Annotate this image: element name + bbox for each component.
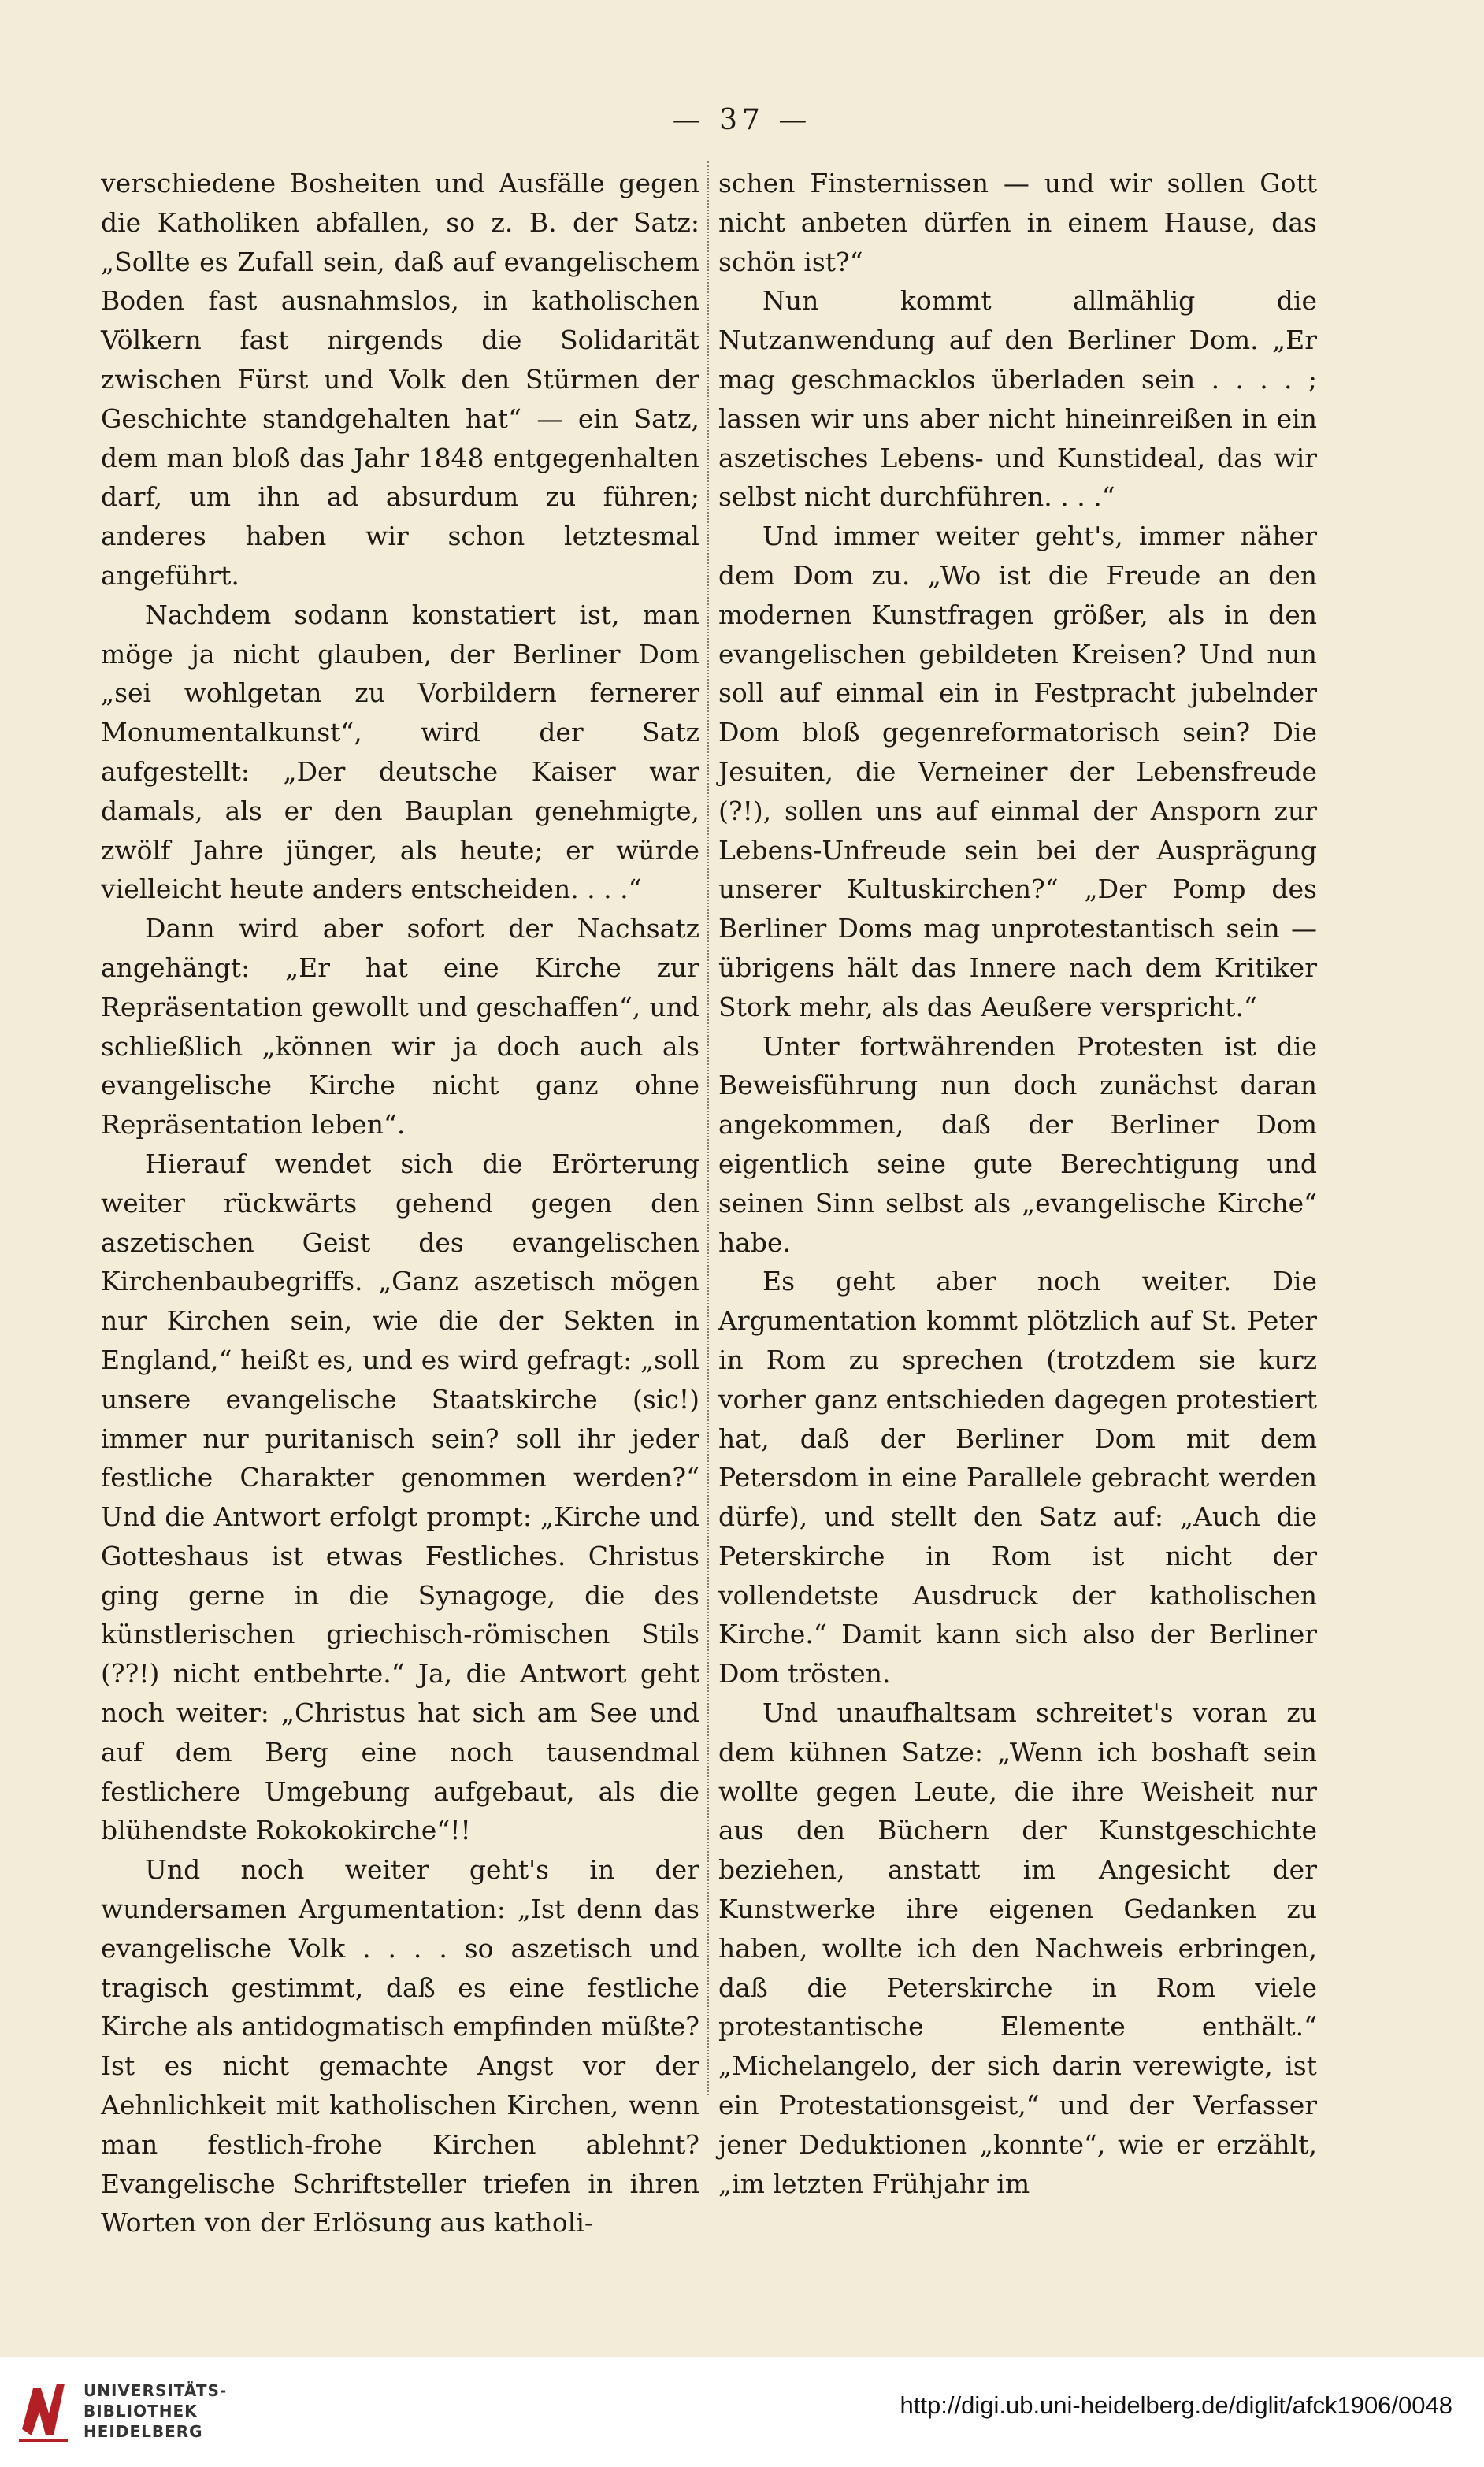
paragraph: Und immer weiter geht's, immer näher dem Dom zu. „Wo ist die Freude an den modernen Kunstfragen größer, als in den evangelischen gebildeten Kreisen? Und nun soll auf einmal ein in Festpracht jubelnder Dom bloß gegenreformatorisch sein? Die Jesuiten, die Verneiner der Lebensfreude (?!), sollen uns auf einmal der Ansporn zur Lebens-Unfreude sein bei der Ausprägung unserer Kultuskirchen?“ „Der Pomp des Berliner Doms mag unprotestantisch sein — übrigens hält das Innere nach dem Kritiker Stork mehr, als das Aeußere verspricht.“ (718, 521, 1317, 1022)
paragraph: Nachdem sodann konstatiert ist, man möge ja nicht glauben, der Berliner Dom „sei wohlgetan zu Vorbildern fernerer Monumentalkunst“, wird der Satz aufgestellt: „Der deutsche Kaiser war damals, als er den Bauplan genehmigte, zwölf Jahre jünger, als heute; er würde vielleicht heute anders entscheiden. . . .“ (101, 599, 699, 905)
paragraph: Dann wird aber sofort der Nachsatz angehängt: „Er hat eine Kirche zur Repräsentation gewollt und geschaffen“, und schließlich „können wir ja doch auch als evangelische Kirche nicht ganz ohne Repräsentation leben“. (101, 913, 699, 1141)
university-library-logo-icon (16, 2374, 71, 2445)
source-url-link[interactable]: http://digi.ub.uni-heidelberg.de/diglit/afck1906/0048 (900, 2391, 1452, 2419)
paragraph: Unter fortwährenden Protesten ist die Beweisführung nun doch zunächst daran angekommen, daß der Berliner Dom eigentlich seine gute Berechtigung und seinen Sinn selbst als „evangelische Kirche“ habe. (718, 1030, 1317, 1258)
column-divider (707, 161, 709, 2095)
library-name (83, 2380, 227, 2442)
paragraph: Nun kommt allmählig die Nutzanwendung auf den Berliner Dom. „Er mag geschmacklos überladen sein . . . . ; lassen wir uns aber nicht hineinreißen in ein aszetisches Lebens- und Kunstideal, das wir selbst nicht durchführen. . . .“ (718, 285, 1317, 513)
paragraph: Hierauf wendet sich die Erörterung weiter rückwärts gehend gegen den aszetischen Geist des evangelischen Kirchenbaubegriffs. „Ganz aszetisch mögen nur Kirchen sein, wie die der Sekten in England,“ heißt es, und es wird gefragt: „soll unsere evangelische Staatskirche (sic!) immer nur puritanisch sein? soll ihr jeder festliche Charakter genommen werden?“ Und die Antwort erfolgt prompt: „Kirche und Gotteshaus ist etwas Festliches. Christus ging gerne in die Synagoge, die des künstlerischen griechisch-römischen Stils (??!) nicht entbehrte.“ Ja, die Antwort geht noch weiter: „Christus hat sich am See und auf dem Berg eine noch tausendmal festlichere Umgebung aufgebaut, als die blühendste Rokokokirche“!! (101, 1148, 699, 1846)
library-name-line-2: BIBLIOTHEK (83, 2402, 198, 2421)
paragraph: schen Finsternissen — und wir sollen Gott nicht anbeten dürfen in einem Hause, das schön ist?“ (718, 168, 1317, 277)
library-name-line-1: UNIVERSITÄTS- (83, 2381, 228, 2400)
paragraph: Es geht aber noch weiter. Die Argumentation kommt plötzlich auf St. Peter in Rom zu sprechen (trotzdem sie kurz vorher ganz entschieden dagegen protestiert hat, daß der Berliner Dom mit dem Petersdom in eine Parallele gebracht werden dürfe), und stellt den Satz auf: „Auch die Peterskirche in Rom ist nicht der vollendetste Ausdruck der katholischen Kirche.“ Damit kann sich also der Berliner Dom trösten. (718, 1266, 1317, 1690)
paragraph: Und unaufhaltsam schreitet's voran zu dem kühnen Satze: „Wenn ich boshaft sein wollte gegen Leute, die ihre Weisheit nur aus den Büchern der Kunstgeschichte beziehen, anstatt im Angesicht der Kunstwerke ihre eigenen Gedanken zu haben, wollte ich den Nachweis erbringen, daß die Peterskirche in Rom viele protestantische Elemente enthält.“ „Michelangelo, der sich darin verewigte, ist ein Protestationsgeist,“ und der Verfasser jener Deduktionen „konnte“, wie er erzählt, „im letzten Frühjahr im (718, 1697, 1317, 2199)
paragraph: Und noch weiter geht's in der wundersamen Argumentation: „Ist denn das evangelische Volk . . . . so aszetisch und tragisch gestimmt, daß es eine festliche Kirche als antidogmatisch empfinden müßte? Ist es nicht gemachte Angst vor der Aehnlichkeit mit katholischen Kirchen, wenn man festlich-frohe Kirchen ablehnt? Evangelische Schriftsteller triefen in ihren Worten von der Erlösung aus katholi- (101, 1854, 699, 2239)
right-column (718, 164, 1317, 2203)
page-number: — 37 — (672, 104, 812, 136)
left-column (101, 164, 699, 2243)
footer-bar (0, 2357, 1484, 2467)
paragraph: verschiedene Bosheiten und Ausfälle gegen die Katholiken abfallen, so z. B. der Satz: „Sollte es Zufall sein, daß auf evangelischem Boden fast ausnahmslos, in katholischen Völkern fast nirgends die Solidarität zwischen Fürst und Volk den Stürmen der Geschichte standgehalten hat“ — ein Satz, dem man bloß das Jahr 1848 entgegenhalten darf, um ihn ad absurdum zu führen; anderes haben wir schon letztesmal angeführt. (101, 168, 699, 591)
library-name-line-3: HEIDELBERG (83, 2422, 203, 2441)
